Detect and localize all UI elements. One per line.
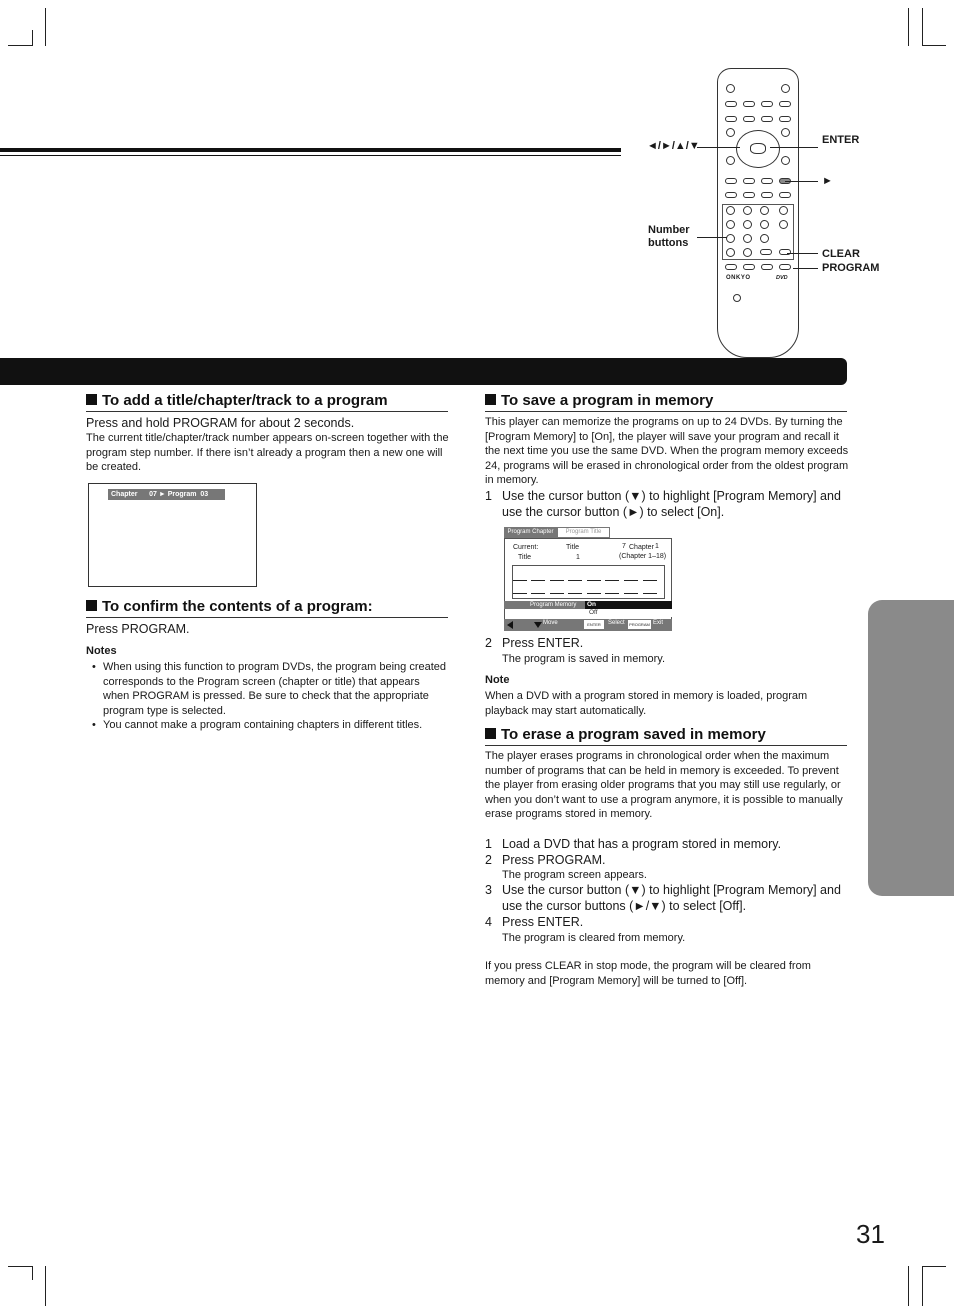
add-step: Press and hold PROGRAM for about 2 seconds.	[86, 416, 355, 430]
erase-step: Load a DVD that has a program stored in memory.	[502, 837, 782, 851]
title-col: Title	[566, 544, 579, 551]
erase-footer: If you press CLEAR in stop mode, the program will be cleared from memory and [Program Memory] will be turned to [Off].	[485, 960, 811, 987]
program-panel	[504, 538, 672, 631]
callout-line	[785, 181, 818, 182]
callout-enter: ENTER	[822, 134, 860, 146]
erase-step-sub: The program screen appears.	[502, 869, 647, 881]
chapter-label: Chapter	[629, 544, 654, 551]
erase-step: Press PROGRAM.	[502, 853, 606, 867]
callout-buttons: buttons	[648, 237, 689, 249]
heading-erase: To erase a program saved in memory	[485, 726, 847, 746]
title-label: Title	[518, 554, 531, 561]
save-step2-num: 2	[485, 636, 492, 650]
notes-title: Notes	[86, 645, 117, 657]
chapter-num: 7	[622, 543, 626, 550]
osd-chapter-bar: Chapter 07 ► Program 03	[108, 489, 225, 500]
program-key: PROGRAM	[629, 622, 650, 627]
callout-line	[697, 147, 740, 148]
note-bullet: •	[92, 661, 96, 673]
left-arrow-icon	[507, 621, 513, 629]
page-number: 31	[856, 1219, 885, 1249]
erase-step-sub: The program is cleared from memory.	[502, 932, 686, 944]
square-bullet-icon	[86, 600, 97, 611]
tab-program-title: Program Title	[557, 527, 610, 538]
save-step2-sub: The program is saved in memory.	[502, 653, 666, 665]
chapter-edge-tab	[868, 600, 954, 896]
remote-control	[717, 68, 799, 334]
top-rule	[0, 148, 621, 152]
section-banner	[0, 358, 847, 385]
callout-line	[770, 147, 818, 148]
heading-add: To add a title/chapter/track to a program	[86, 392, 448, 412]
option-off: Off	[585, 609, 672, 617]
enter-button	[750, 143, 766, 154]
save-intro: This player can memorize the programs on up to 24 DVDs. By turning the [Program Memory] to [On], the player will save your program and recall it the next time you use the same DVD. When the program memory exceeds 24, programs will be erased in chronological order from the oldest program in memory.	[485, 416, 849, 486]
heading-save: To save a program in memory	[485, 392, 847, 412]
callout-arrows: ◄/►/▲/▼	[647, 140, 700, 152]
note-item: You cannot make a program containing chapters in different titles.	[103, 719, 423, 731]
current-label: Current:	[513, 544, 539, 551]
select-label: Select	[608, 620, 625, 626]
save-step1: Use the cursor button (▼) to highlight [Program Memory] and use the cursor button (►) to select [On].	[502, 489, 841, 519]
callout-clear: CLEAR	[822, 248, 860, 260]
option-on: On	[585, 601, 672, 609]
callout-number: Number	[648, 224, 690, 236]
callout-play: ►	[822, 175, 833, 187]
down-arrow-icon	[534, 622, 542, 628]
chapter-range: (Chapter 1–18)	[619, 553, 667, 560]
save-step1-num: 1	[485, 489, 492, 503]
erase-step-num: 4	[485, 915, 492, 929]
erase-step-num: 2	[485, 853, 492, 867]
callout-program: PROGRAM	[822, 262, 880, 274]
save-note: When a DVD with a program stored in memory is loaded, program playback may start automatically.	[485, 690, 808, 717]
dvd-logo: DVD	[776, 275, 788, 281]
title-val: 1	[576, 554, 580, 561]
callout-line	[697, 237, 727, 238]
callout-line	[787, 253, 818, 254]
save-note-title: Note	[485, 674, 510, 686]
note-bullet: •	[92, 719, 96, 731]
remote-brand: ONKYO	[726, 275, 751, 281]
tab-program-chapter: Program Chapter	[504, 527, 557, 538]
confirm-step: Press PROGRAM.	[86, 622, 190, 636]
heading-confirm: To confirm the contents of a program:	[86, 598, 448, 618]
chapter-val: 1	[655, 543, 659, 550]
note-item: When using this function to program DVDs, the program being created corresponds to the Program screen (chapter or title) that appears when PROGRAM is pressed. Be sure to check that the appropriate program type is selected.	[103, 661, 447, 717]
erase-step-num: 1	[485, 837, 492, 851]
square-bullet-icon	[86, 394, 97, 405]
erase-step: Press ENTER.	[502, 915, 584, 929]
move-label: Move	[543, 620, 558, 626]
callout-line	[793, 268, 818, 269]
memory-label: Program Memory	[530, 602, 577, 608]
top-rule-thin	[0, 155, 621, 156]
enter-key: ENTER	[584, 620, 604, 629]
erase-step-num: 3	[485, 883, 492, 897]
osd-screen-small	[88, 483, 257, 587]
program-screen	[504, 527, 672, 631]
square-bullet-icon	[485, 394, 496, 405]
exit-label: Exit	[653, 620, 664, 626]
square-bullet-icon	[485, 728, 496, 739]
save-step2: Press ENTER.	[502, 636, 584, 650]
erase-intro: The player erases programs in chronological order when the maximum number of programs that can be held in memory is exceeded. To prevent the player from erasing older programs that you may still use regularly, or when you don’t want to use a program anymore, it is possible to manually erase programs stored in memory.	[485, 750, 843, 820]
add-text: The current title/chapter/track number appears on-screen together with the program step number. If there isn’t already a program then a new one will be created.	[86, 432, 449, 473]
erase-step: Use the cursor button (▼) to highlight [Program Memory] and use the cursor buttons (►/▼) to select [Off].	[502, 883, 841, 913]
